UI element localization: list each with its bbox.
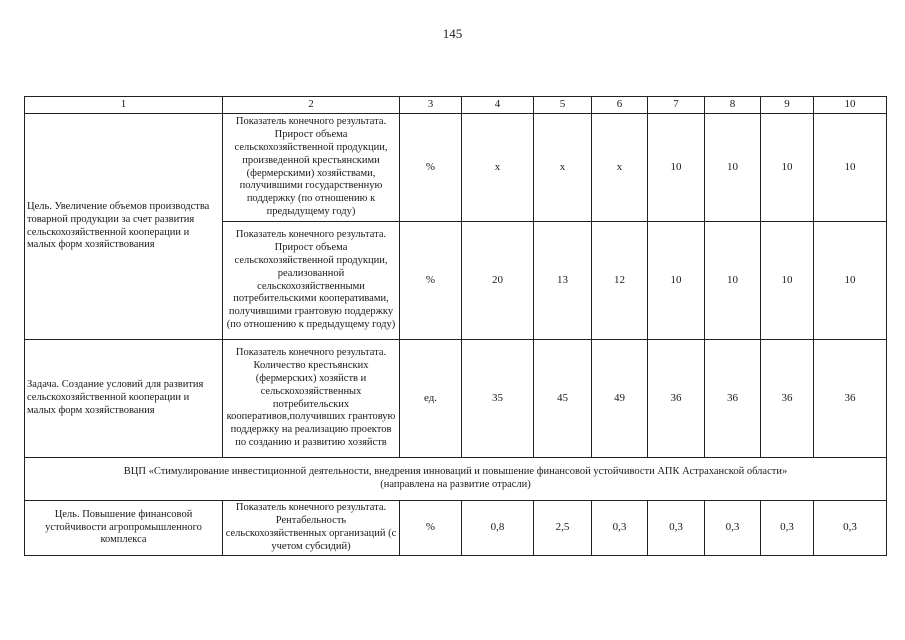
value-cell: 10 bbox=[648, 222, 705, 340]
unit-cell: ед. bbox=[400, 340, 462, 458]
value-cell: 35 bbox=[462, 340, 534, 458]
value-cell: 12 bbox=[592, 222, 648, 340]
header-cell: 6 bbox=[592, 97, 648, 114]
value-cell: 0,3 bbox=[648, 501, 705, 556]
header-cell: 3 bbox=[400, 97, 462, 114]
header-cell: 10 bbox=[814, 97, 887, 114]
header-cell: 4 bbox=[462, 97, 534, 114]
value-cell: 10 bbox=[761, 114, 814, 222]
task-cell: Задача. Создание условий для развития сельскохозяйственной кооперации и малых форм хозяйствования bbox=[25, 340, 223, 458]
value-cell: 10 bbox=[705, 114, 761, 222]
indicator-cell: Показатель конечного результата. Рентабельность сельскохозяйственных организаций (с учетом субсидий) bbox=[223, 501, 400, 556]
value-cell: 10 bbox=[705, 222, 761, 340]
header-cell: 8 bbox=[705, 97, 761, 114]
header-row bbox=[25, 97, 887, 114]
indicator-cell: Показатель конечного результата. Прирост объема сельскохозяйственной продукции, реализованной сельскохозяйственными потребительскими кооперативами, получившими грантовую поддержку (по отношению к предыдущему году) bbox=[223, 222, 400, 340]
indicators-table bbox=[24, 96, 887, 556]
unit-cell: % bbox=[400, 222, 462, 340]
indicator-cell: Показатель конечного результата. Прирост объема сельскохозяйственной продукции, произведенной крестьянскими (фермерскими) хозяйствами, получившими государственную поддержку (по отношению к предыдущему году) bbox=[223, 114, 400, 222]
value-cell: 45 bbox=[534, 340, 592, 458]
header-cell: 5 bbox=[534, 97, 592, 114]
value-cell: 36 bbox=[761, 340, 814, 458]
value-cell: 20 bbox=[462, 222, 534, 340]
goal-cell: Цель. Увеличение объемов производства товарной продукции за счет развития сельскохозяйственной кооперации и малых форм хозяйствования bbox=[25, 114, 223, 340]
unit-cell: % bbox=[400, 501, 462, 556]
value-cell: 0,8 bbox=[462, 501, 534, 556]
goal-cell: Цель. Повышение финансовой устойчивости агропромышленного комплекса bbox=[25, 501, 223, 556]
section-subtitle: (направлена на развитие отрасли) bbox=[380, 479, 531, 490]
section-row bbox=[25, 458, 887, 501]
value-cell: 13 bbox=[534, 222, 592, 340]
value-cell: 0,3 bbox=[814, 501, 887, 556]
page-number: 145 bbox=[442, 26, 463, 41]
value-cell: х bbox=[534, 114, 592, 222]
unit-cell: % bbox=[400, 114, 462, 222]
value-cell: 36 bbox=[648, 340, 705, 458]
table-row bbox=[25, 340, 887, 458]
value-cell: 0,3 bbox=[705, 501, 761, 556]
value-cell: 36 bbox=[814, 340, 887, 458]
value-cell: 36 bbox=[705, 340, 761, 458]
table-row bbox=[25, 114, 887, 222]
header-cell: 2 bbox=[223, 97, 400, 114]
value-cell: 2,5 bbox=[534, 501, 592, 556]
header-cell: 7 bbox=[648, 97, 705, 114]
header-cell: 9 bbox=[761, 97, 814, 114]
header-cell: 1 bbox=[25, 97, 223, 114]
table-row bbox=[25, 501, 887, 556]
value-cell: 49 bbox=[592, 340, 648, 458]
value-cell: 10 bbox=[648, 114, 705, 222]
indicator-cell: Показатель конечного результата. Количество крестьянских (фермерских) хозяйств и сельскохозяйственных потребительских кооперативов,получивших грантовую поддержку на реализацию проектов по созданию и развитию хозяйств bbox=[223, 340, 400, 458]
value-cell: 10 bbox=[814, 114, 887, 222]
value-cell: х bbox=[462, 114, 534, 222]
value-cell: х bbox=[592, 114, 648, 222]
value-cell: 10 bbox=[761, 222, 814, 340]
value-cell: 10 bbox=[814, 222, 887, 340]
section-title-line: ВЦП «Стимулирование инвестиционной деятельности, внедрения инноваций и повышение финансовой устойчивости АПК Астраханской области» bbox=[123, 466, 788, 478]
section-title bbox=[25, 458, 887, 501]
value-cell: 0,3 bbox=[761, 501, 814, 556]
value-cell: 0,3 bbox=[592, 501, 648, 556]
